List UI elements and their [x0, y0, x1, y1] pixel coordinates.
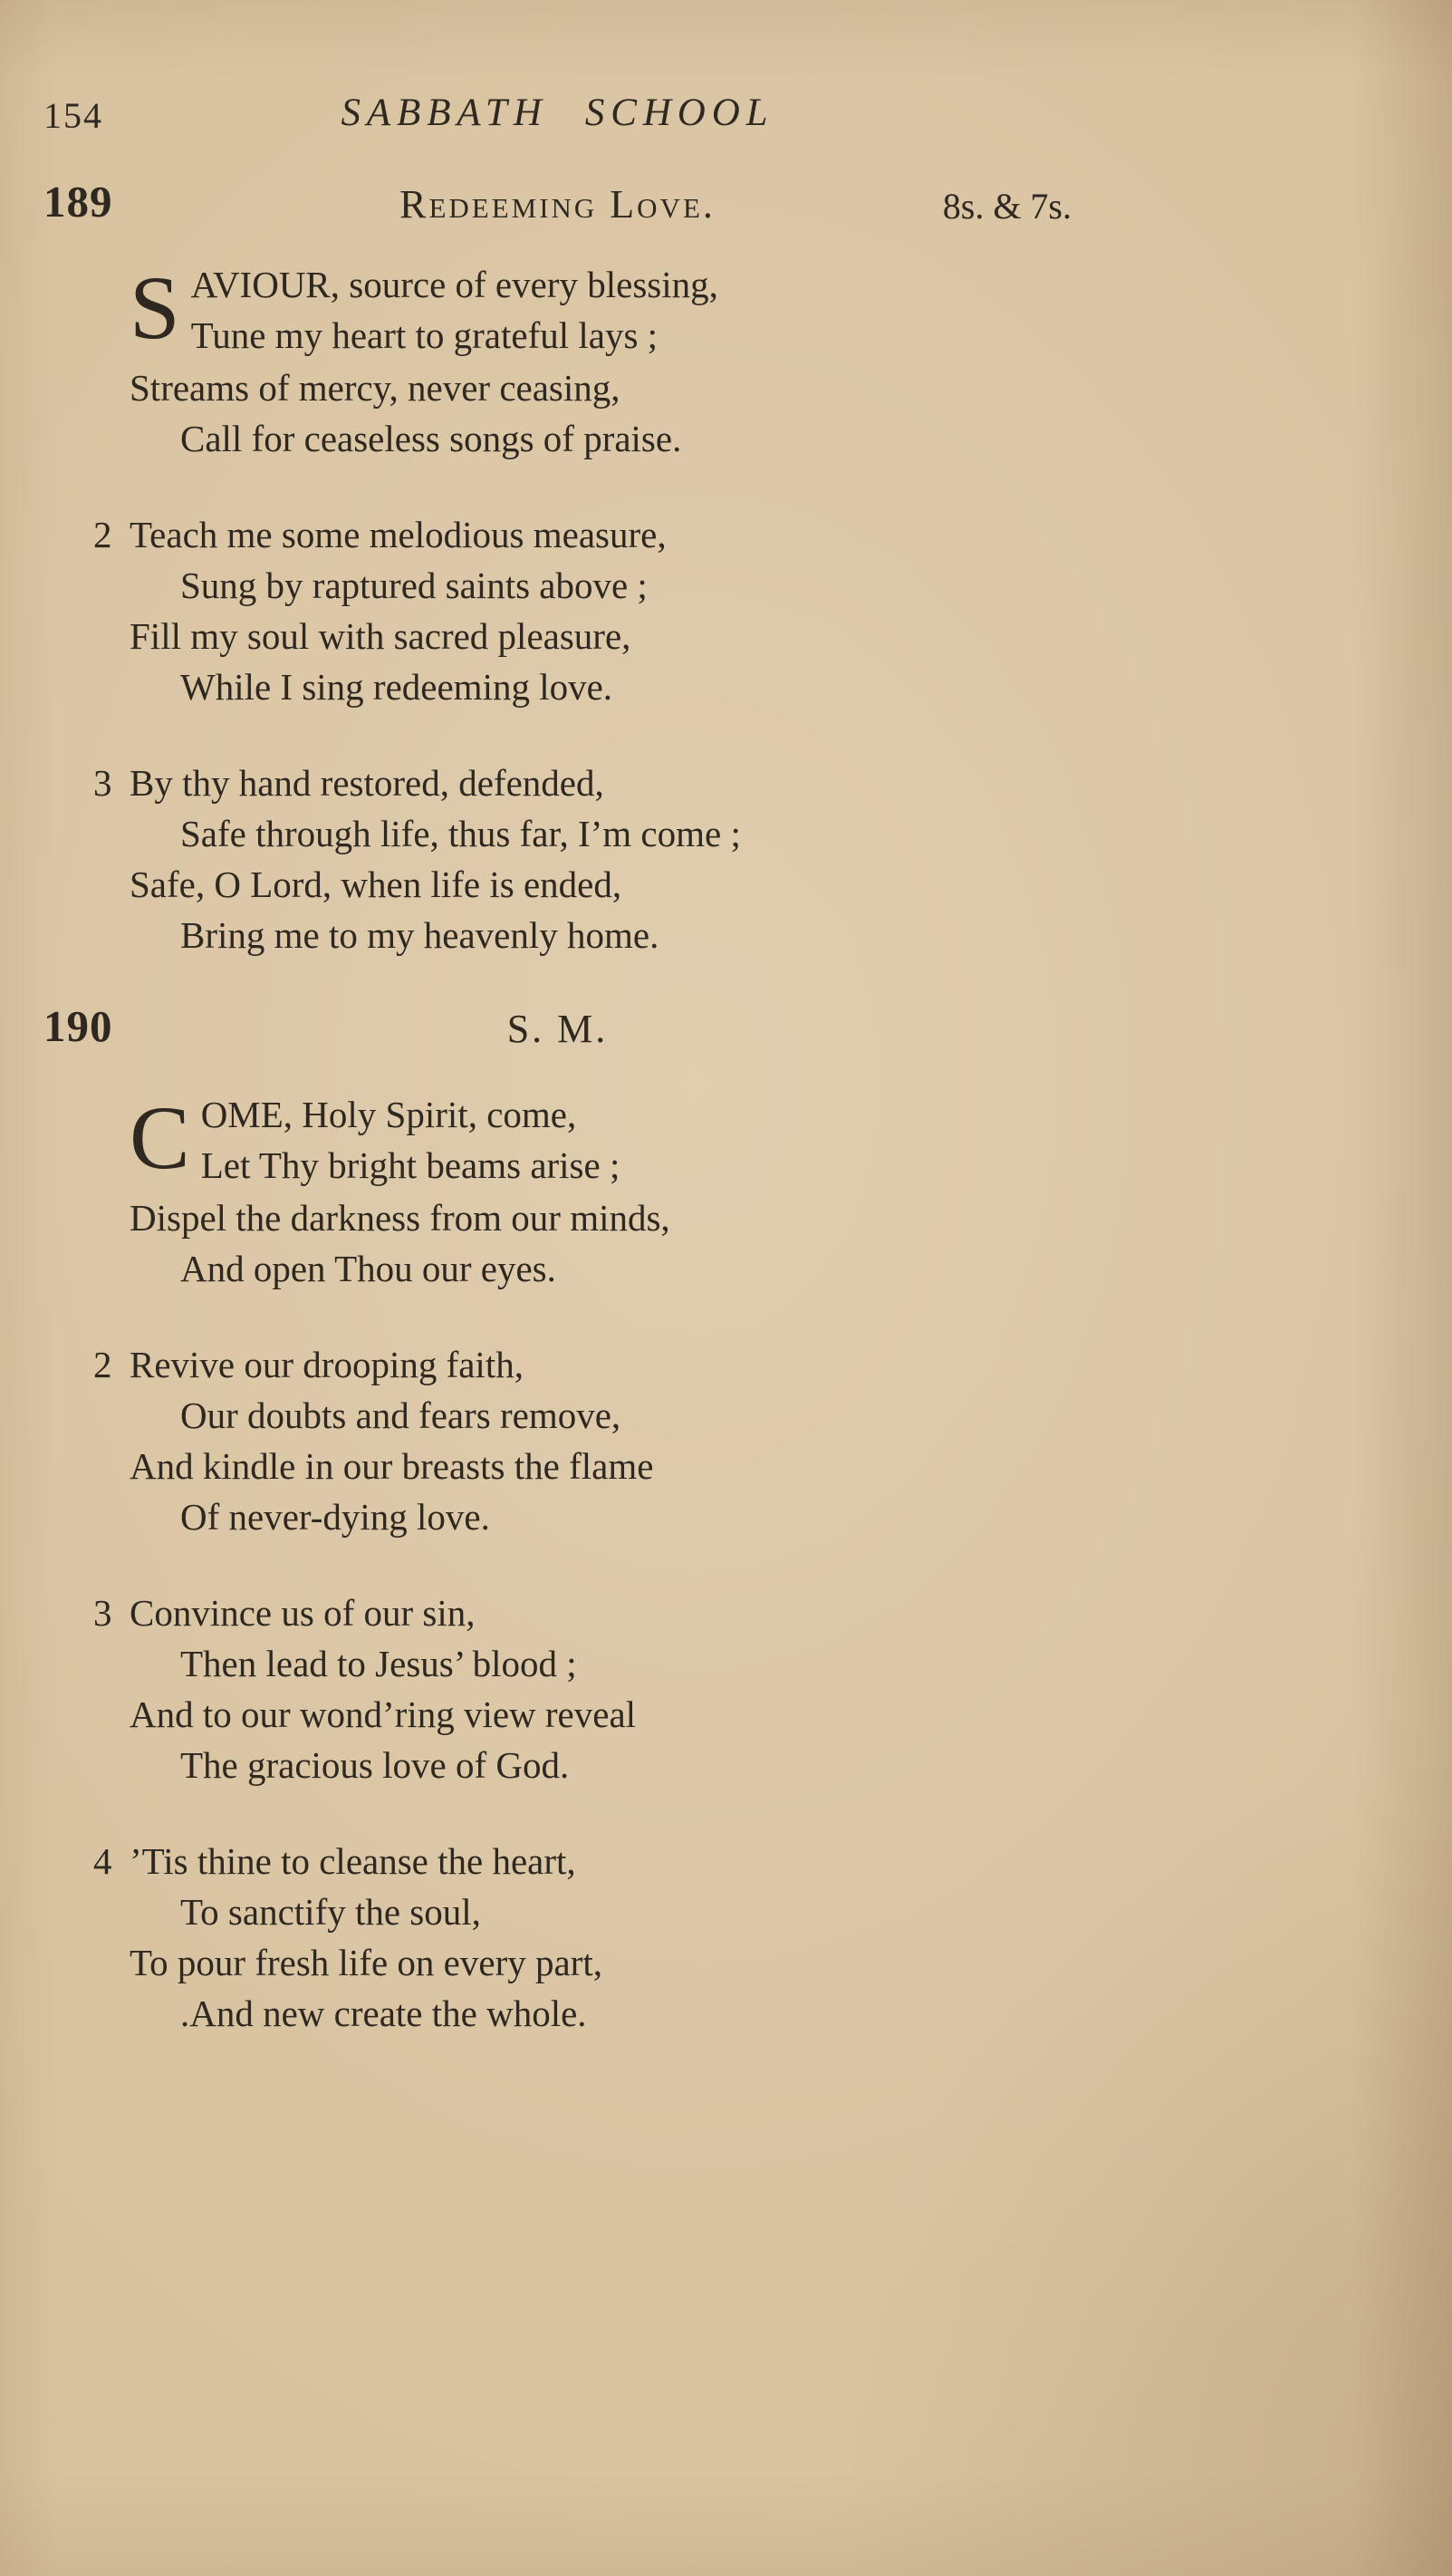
verse [43, 1587, 1072, 1790]
verse-line: .And new create the whole. [180, 1992, 587, 2034]
page-header [43, 91, 1072, 141]
hymn-190 [43, 1001, 1072, 2039]
verse-line: To sanctify the soul, [180, 1891, 481, 1933]
text-column [43, 91, 1072, 2039]
verse-line: Streams of mercy, never ceasing, [130, 367, 620, 409]
hymn-190-heading [43, 1001, 1072, 1060]
verse-line: Sung by raptured saints above ; [180, 564, 648, 606]
verse-line: Fill my soul with sacred pleasure, [130, 615, 631, 657]
verse-line: Safe through life, thus far, I’m come ; [180, 813, 741, 854]
verse-number: 2 [93, 514, 112, 555]
verse [43, 509, 1072, 712]
hymn-title: S. M. [506, 1007, 609, 1051]
verse-line: The gracious love of God. [180, 1744, 570, 1786]
verse-line: Teach me some melodious measure, [130, 514, 667, 555]
hymn-title: Redeeming Love. [399, 182, 716, 227]
verse [43, 1339, 1072, 1542]
verse-line: AVIOUR, source of every blessing, [190, 264, 718, 305]
verse-line: Then lead to Jesus’ blood ; [180, 1643, 577, 1684]
verse-line: Of never-dying love. [180, 1496, 490, 1538]
page-number: 154 [43, 95, 103, 136]
drop-cap: S [130, 257, 180, 358]
verse-line: OME, Holy Spirit, come, [200, 1094, 577, 1135]
verse-line: While I sing redeeming love. [180, 666, 613, 708]
verse [43, 757, 1072, 960]
hymn-number: 190 [43, 1001, 113, 1051]
verse-line: ’Tis thine to cleanse the heart, [130, 1840, 576, 1882]
verse-line: Tune my heart to grateful lays ; [190, 314, 659, 356]
verse-line: And open Thou our eyes. [180, 1248, 556, 1289]
verse-line: Dispel the darkness from our minds, [130, 1197, 670, 1239]
verse [43, 1089, 1072, 1294]
verse-line: By thy hand restored, defended, [130, 762, 604, 804]
hymn-189 [43, 177, 1072, 960]
hymn-meter: 8s. & 7s. [942, 186, 1072, 227]
verse-line: Bring me to my heavenly home. [180, 914, 659, 956]
running-title: SABBATH SCHOOL [341, 92, 774, 134]
verse [43, 259, 1072, 464]
verse-line: To pour fresh life on every part, [130, 1942, 602, 1983]
verse-number: 4 [93, 1840, 112, 1882]
verse-line: Safe, O Lord, when life is ended, [130, 863, 622, 905]
hymn-189-heading [43, 177, 1072, 236]
verse-line: Convince us of our sin, [130, 1592, 476, 1634]
hymn-number: 189 [43, 177, 113, 227]
verse-line: And kindle in our breasts the flame [130, 1445, 654, 1487]
verse-number: 3 [93, 762, 112, 804]
verse-line: And to our wond’ring view reveal [130, 1693, 637, 1735]
verse-line: Revive our drooping faith, [130, 1344, 524, 1385]
verse [43, 1836, 1072, 2039]
verse-line: Our doubts and fears remove, [180, 1394, 621, 1436]
verse-line: Call for ceaseless songs of praise. [180, 418, 682, 459]
verse-line: Let Thy bright beams arise ; [200, 1144, 620, 1186]
verse-number: 3 [93, 1592, 112, 1634]
drop-cap: C [130, 1087, 190, 1188]
verse-number: 2 [93, 1344, 112, 1385]
